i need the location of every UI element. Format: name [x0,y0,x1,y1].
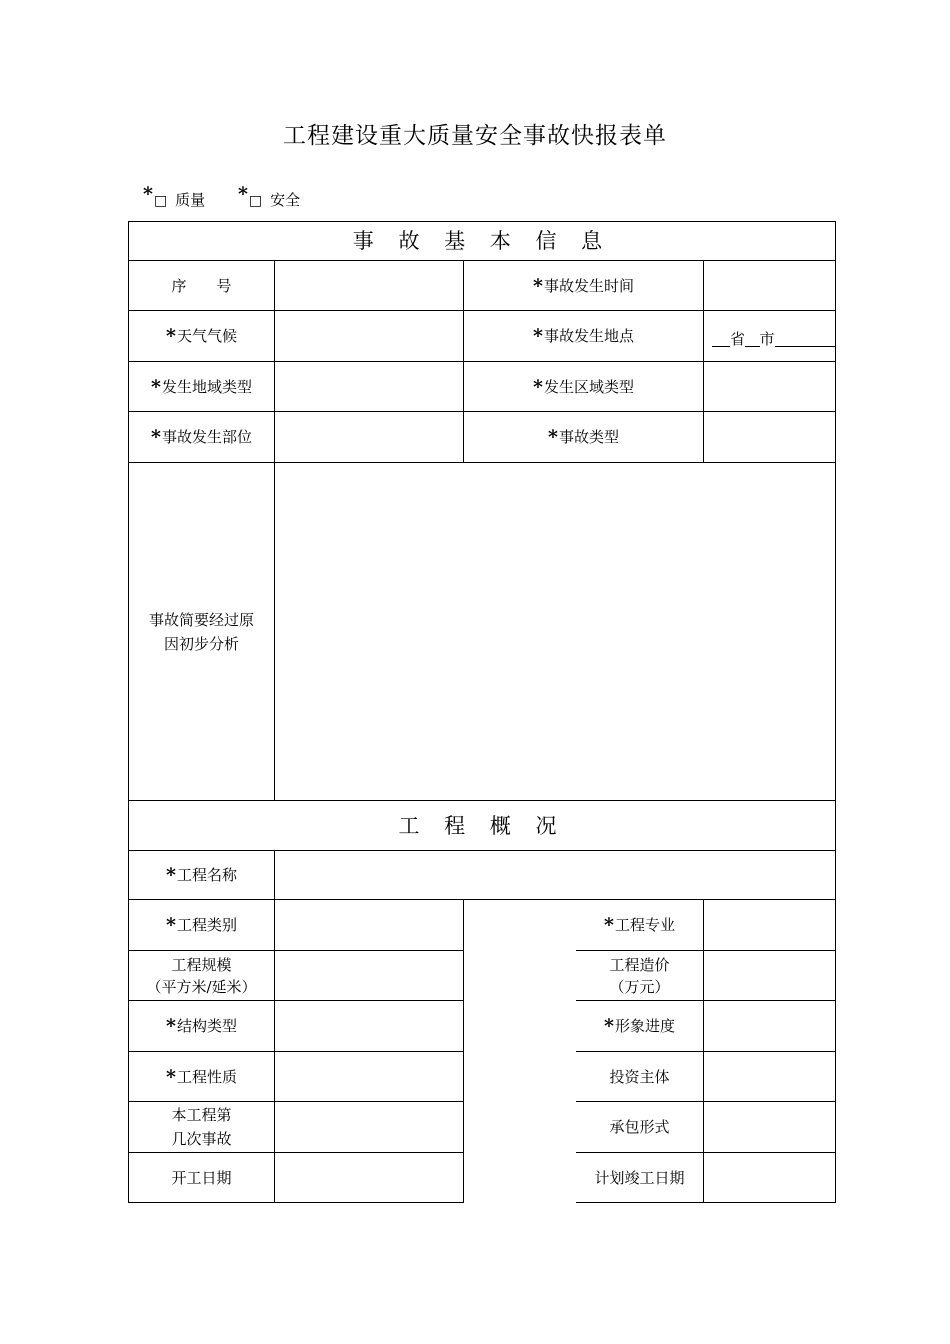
required-mark: * [166,1015,176,1037]
weather-field[interactable] [275,311,464,362]
start-date-field[interactable] [275,1153,464,1203]
planned-completion-label: 计划竣工日期 [576,1153,704,1203]
quality-label: 质量 [175,191,206,209]
accident-place-text: 事故发生地点 [543,327,634,345]
structure-type-text: 结构类型 [176,1017,237,1035]
structure-type-field[interactable] [275,1001,464,1052]
city-label: 市 [759,330,775,348]
project-name-label [129,851,275,900]
region-type-text: 发生地域类型 [161,377,252,396]
safety-label: 安全 [270,191,301,209]
brief-analysis-field[interactable] [275,463,836,801]
accident-place-label [464,311,704,362]
accident-count-label: 本工程第 几次事故 [129,1102,275,1153]
area-type-label [464,362,704,412]
report-type-row [143,183,328,210]
report-form-table [128,221,836,1203]
project-cost-label: 工程造价 （万元） [576,951,704,1001]
weather-text: 天气气候 [176,327,237,345]
project-scale-field[interactable] [275,951,464,1001]
structure-type-label [129,1001,275,1052]
project-scale-label: 工程规模 （平方米/延米） [129,951,275,1001]
accident-time-field[interactable] [704,261,836,311]
required-mark: * [166,864,176,886]
quality-checkbox[interactable]: □ [153,193,168,209]
project-specialty-field[interactable] [704,900,836,951]
accident-part-text: 事故发生部位 [161,428,252,446]
required-mark: * [533,325,543,347]
brief-analysis-label: 事故简要经过原 因初步分析 [129,463,275,801]
investor-field[interactable] [704,1052,836,1102]
investor-label: 投资主体 [576,1052,704,1102]
project-nature-text: 工程性质 [176,1067,237,1086]
region-type-label [129,362,275,412]
area-type-field[interactable] [704,362,836,412]
area-type-text: 发生区域类型 [543,377,634,396]
contract-type-label: 承包形式 [576,1102,704,1153]
planned-completion-field[interactable] [704,1153,836,1203]
required-mark: * [533,274,543,297]
project-category-label [129,900,275,951]
accident-time-label [464,261,704,311]
accident-type-label [464,412,704,463]
region-type-field[interactable] [275,362,464,412]
progress-label [576,1001,704,1052]
required-mark: * [143,183,153,205]
project-nature-label [129,1052,275,1102]
required-mark: * [166,914,176,936]
required-mark: * [166,325,176,347]
accident-place-field[interactable] [704,311,836,362]
safety-checkbox[interactable]: □ [248,193,263,209]
project-specialty-label [576,900,704,951]
required-mark: * [237,183,248,205]
required-mark: * [151,375,161,398]
project-nature-field[interactable] [275,1052,464,1102]
project-specialty-text: 工程专业 [614,916,675,934]
accident-part-field[interactable] [275,412,464,463]
required-mark: * [604,1015,614,1037]
accident-type-text: 事故类型 [558,428,619,446]
form-title: 工程建设重大质量安全事故快报表单 [283,123,667,149]
section-project-overview-title: 工 程 概 况 [129,801,836,851]
project-name-text: 工程名称 [176,866,237,884]
seq-label: 序 号 [129,261,275,311]
city-blank[interactable] [745,332,759,347]
progress-field[interactable] [704,1001,836,1052]
place-detail-blank[interactable] [775,332,835,347]
accident-part-label [129,412,275,463]
contract-type-field[interactable] [704,1102,836,1153]
required-mark: * [604,914,614,936]
safety-option[interactable] [237,183,301,209]
accident-type-field[interactable] [704,412,836,463]
section-basic-info-title: 事 故 基 本 信 息 [129,222,836,261]
province-blank[interactable] [712,332,730,347]
weather-label [129,311,275,362]
accident-time-text: 事故发生时间 [543,276,634,295]
project-cost-field[interactable] [704,951,836,1001]
required-mark: * [548,426,558,448]
start-date-label: 开工日期 [129,1153,275,1203]
project-category-field[interactable] [275,900,464,951]
accident-count-field[interactable] [275,1102,464,1153]
progress-text: 形象进度 [614,1017,675,1035]
required-mark: * [151,426,161,448]
project-category-text: 工程类别 [176,916,237,934]
required-mark: * [166,1065,176,1088]
quality-option[interactable] [143,183,210,209]
province-label: 省 [730,330,746,348]
required-mark: * [533,375,543,398]
seq-field[interactable] [275,261,464,311]
project-name-field[interactable] [275,851,836,900]
